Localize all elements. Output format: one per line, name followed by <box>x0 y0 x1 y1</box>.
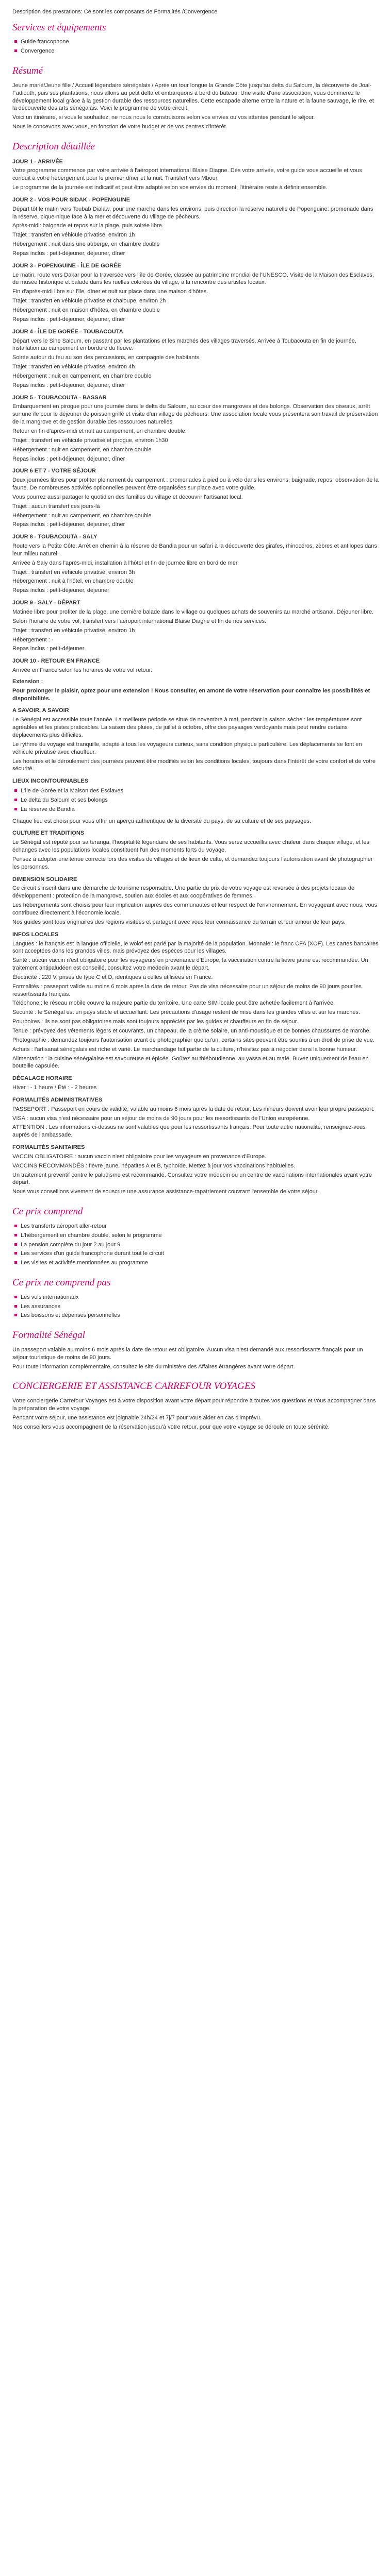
day-text: Arrivée en France selon les horaires de votre vol retour. <box>12 667 152 674</box>
services-list <box>12 38 379 55</box>
formalities-text: Un passeport valable au moins 6 mois après la date de retour est obligatoire. Aucun visa n'est demandé aux ressortissants français pour un séjour touristique de moins de 90 jours. <box>12 1346 363 1361</box>
info-text: VACCIN OBLIGATOIRE : aucun vaccin n'est obligatoire pour les voyageurs en provenance d'Europe. <box>12 1153 267 1160</box>
concierge-title: CONCIERGERIE ET ASSISTANCE CARREFOUR VOYAGES <box>12 1381 255 1392</box>
day-text: Fin d'après-midi libre sur l'île, dîner et nuit sur place dans une maison d'hôtes. <box>12 289 208 295</box>
services-title: Services et équipements <box>12 22 106 33</box>
info-text: Pourboires : ils ne sont pas obligatoires mais sont toujours appréciés par les guides et chauffeurs en fin de séjour. <box>12 1019 298 1025</box>
day-title: JOUR 5 - TOUBACOUTA - BASSAR <box>12 394 107 401</box>
info-text: PASSEPORT : Passeport en cours de validité, valable au moins 6 mois après la date de retour. Les mineurs doivent avoir leur propre passeport. <box>12 1106 374 1112</box>
resume-title: Résumé <box>12 65 43 77</box>
info-heading: DÉCALAGE HORAIRE <box>12 1075 72 1082</box>
intro-text: Description des prestations: Ce sont les composants de Formalités /Convergence <box>12 9 218 15</box>
info-heading: FORMALITÉS ADMINISTRATIVES <box>12 1096 103 1103</box>
day-hebergement: Hébergement : nuit au campement, en chambre double <box>12 512 152 519</box>
info-heading: LIEUX INCONTOURNABLES <box>12 778 89 785</box>
day-hebergement: Hébergement : nuit en campement, en chambre double <box>12 372 152 379</box>
day-repas: Repas inclus : petit-déjeuner, déjeuner, dîner <box>12 521 125 528</box>
info-text: Sécurité : le Sénégal est un pays stable et accueillant. Les précautions d'usage restent de mise dans les grandes villes et sur les marchés. <box>12 1009 361 1016</box>
day-repas: Repas inclus : petit-déjeuner, déjeuner <box>12 587 109 594</box>
info-text: Nous vous conseillons vivement de souscrire une assurance assistance-rapatriement couvrant l'ensemble de votre séjour. <box>12 1189 319 1195</box>
info-heading: CULTURE ET TRADITIONS <box>12 830 85 837</box>
info-text: Le Sénégal est réputé pour sa teranga, l'hospitalité légendaire de ses habitants. Vous serez accueillis avec chaleur dans chaque village, et les échanges avec les populations locales constituent l'un des moments forts du voyage. <box>12 839 369 854</box>
day-hebergement: Hébergement : - <box>12 636 54 643</box>
day-title: JOUR 2 - VOS POUR SIDAK - POPENGUINE <box>12 196 130 203</box>
info-text: Le Sénégal est accessible toute l'année. La meilleure période se situe de novembre à mai, pendant la saison sèche : les températures sont agréables et les pistes praticables. La saison des pluies, de juillet à octobre, offre des paysages verdoyants mais peut rendre certains déplacements plus difficiles. <box>12 717 362 738</box>
services-item: Guide francophone <box>12 38 379 46</box>
places-list <box>12 787 379 814</box>
day-text: Deux journées libres pour profiter pleinement du campement : promenades à pied ou à vélo dans les environs, baignade, repos, observation de la faune. De nombreuses activités optionnelles peuvent être organisées sur place avec votre guide. <box>12 477 379 492</box>
info-text: Photographie : demandez toujours l'autorisation avant de photographier quelqu'un, certains sites peuvent être soumis à un droit de prise de vue. <box>12 1037 374 1043</box>
info-text: Pensez à adopter une tenue correcte lors des visites de villages et de lieux de culte, et demandez toujours l'autorisation avant de photographier les personnes. <box>12 856 373 870</box>
info-heading: FORMALITÉS SANITAIRES <box>12 1144 85 1151</box>
info-text: Les horaires et le déroulement des journées peuvent être modifiés selon les conditions locales, toujours dans l'intérêt de votre confort et de votre sécurité. <box>12 758 376 772</box>
places-item: L'île de Gorée et la Maison des Esclaves <box>12 787 379 795</box>
formalities-title: Formalité Sénégal <box>12 1330 85 1341</box>
day-hebergement: Hébergement : nuit en campement, en chambre double <box>12 446 152 453</box>
description-title: Description détaillée <box>12 141 95 152</box>
info-text: VACCINS RECOMMANDÉS : fièvre jaune, hépatites A et B, typhoïde. Mettez à jour vos vaccinations habituelles. <box>12 1162 296 1169</box>
extension-label: Extension : <box>12 678 43 685</box>
concierge-text: Votre conciergerie Carrefour Voyages est à votre disposition avant votre départ pour répondre à toutes vos questions et vous accompagner dans la préparation de votre voyage. <box>12 1398 376 1412</box>
day-repas: Repas inclus : petit-déjeuner <box>12 646 85 652</box>
resume-paragraph: Jeune marié/Jeune fille / Accueil légendaire sénégalais / Après un tour longue la Grande Côte jusqu'au delta du Saloum, la découverte de Joal-Fadiouth, puis ses plantations, nous allons au petit delta et embarquons à bord du bateau. Une visite d'une association, vous dominerez le développement local grâce à la gestion durable des ressources naturelles. Cette escapade alterne entre la nature et la faune sauvage, le rire, et la découverte des arts sénégalais. Voici le programme de votre circuit. <box>12 82 374 112</box>
excluded-item: Les assurances <box>12 1303 379 1311</box>
day-text: Après-midi: baignade et repos sur la plage, puis soirée libre. <box>12 223 164 229</box>
day-title: JOUR 9 - SALY - DÉPART <box>12 600 80 606</box>
info-text: Téléphone : le réseau mobile couvre la majeure partie du territoire. Une carte SIM locale peut être achetée facilement à l'arrivée. <box>12 1000 335 1007</box>
included-item: La pension complète du jour 2 au jour 9 <box>12 1241 379 1249</box>
day-text: Départ vers le Sine Saloum, en passant par les plantations et les marchés des villages traversés. Arrivée à Toubacouta en fin de journée, installation au campement en bordure du fleuve. <box>12 337 356 352</box>
day-trajet: Trajet : transfert en véhicule privatisé et chaloupe, environ 2h <box>12 298 166 304</box>
included-title: Ce prix comprend <box>12 1206 83 1217</box>
info-text: Les hébergements sont choisis pour leur implication auprès des communautés et leur respect de l'environnement. En voyageant avec nous, vous contribuez directement à l'économie locale. <box>12 902 378 917</box>
info-text: Formalités : passeport valide au moins 6 mois après la date de retour. Pas de visa nécessaire pour un séjour de moins de 90 jours pour les ressortissants français. <box>12 983 362 997</box>
extension-text: Pour prolonger le plaisir, optez pour une extension ! Nous consulter, en amont de votre réservation pour connaître les possibilités et disponibilités. <box>12 687 370 702</box>
day-title: JOUR 1 - ARRIVÉE <box>12 158 63 165</box>
info-heading: INFOS LOCALES <box>12 931 59 938</box>
day-hebergement: Hébergement : nuit à l'hôtel, en chambre double <box>12 578 134 585</box>
info-text: Achats : l'artisanat sénégalais est riche et varié. Le marchandage fait partie de la culture, n'hésitez pas à négocier dans la bonne humeur. <box>12 1046 357 1053</box>
day-text: Vous pourrez aussi partager le quotidien des familles du village et découvrir l'artisanat local. <box>12 494 243 500</box>
excluded-item: Les boissons et dépenses personnelles <box>12 1312 379 1319</box>
included-item: Les services d'un guide francophone durant tout le circuit <box>12 1250 379 1258</box>
places-item: Le delta du Saloum et ses bolongs <box>12 796 379 804</box>
day-repas: Repas inclus : petit-déjeuner, déjeuner, dîner <box>12 316 125 323</box>
info-text: Alimentation : la cuisine sénégalaise est savoureuse et épicée. Goûtez au thiéboudienne, au yassa et au mafé. Buvez uniquement de l'eau en bouteille capsulée. <box>12 1055 369 1070</box>
day-title: JOUR 10 - RETOUR EN FRANCE <box>12 658 100 665</box>
resume-paragraph: Voici un itinéraire, si vous le souhaitez, ne nous nous le construisons selon vos envies ou vos attentes pendant le séjour. <box>12 114 315 121</box>
day-text: Le programme de la journée est indicatif et peut être adapté selon vos envies du moment, l'itinéraire reste à définir ensemble. <box>12 184 328 191</box>
day-trajet: Trajet : transfert en véhicule privatisé et pirogue, environ 1h30 <box>12 437 168 444</box>
info-heading: DIMENSION SOLIDAIRE <box>12 876 77 883</box>
excluded-item: Les vols internationaux <box>12 1294 379 1301</box>
info-text: VISA : aucun visa n'est nécessaire pour un séjour de moins de 90 jours pour les ressortissants de l'Union européenne. <box>12 1115 310 1122</box>
day-trajet: Trajet : transfert en véhicule privatisé, environ 1h <box>12 627 135 634</box>
day-text: Le matin, route vers Dakar pour la traversée vers l'île de Gorée, classée au patrimoine mondial de l'UNESCO. Visite de la Maison des Esclaves, du musée historique et balade dans les ruelles colorées du village, à la rencontre des artistes locaux. <box>12 272 374 286</box>
day-text: Retour en fin d'après-midi et nuit au campement, en chambre double. <box>12 428 187 434</box>
info-text: Chaque lieu est choisi pour vous offrir un aperçu authentique de la diversité du pays, de sa culture et de ses paysages. <box>12 818 311 824</box>
info-text: ATTENTION : Les informations ci-dessus ne sont valables que pour les ressortissants français. Pour toute autre nationalité, renseignez-vous auprès de l'ambassade. <box>12 1124 366 1139</box>
info-text: Électricité : 220 V, prises de type C et D, identiques à celles utilisées en France. <box>12 974 213 980</box>
day-text: Arrivée à Saly dans l'après-midi, installation à l'hôtel et fin de journée libre en bord de mer. <box>12 560 239 566</box>
day-repas: Repas inclus : petit-déjeuner, déjeuner, dîner <box>12 455 125 462</box>
day-text: Matinée libre pour profiter de la plage, une dernière balade dans le village ou quelques achats de souvenirs au marché artisanal. Déjeuner libre. <box>12 609 374 616</box>
day-trajet: Trajet : transfert en véhicule privatisé, environ 4h <box>12 364 135 370</box>
day-trajet: Trajet : transfert en véhicule privatisé, environ 1h <box>12 232 135 239</box>
info-text: Ce circuit s'inscrit dans une démarche de tourisme responsable. Une partie du prix de votre voyage est reversée à des projets locaux de développement : protection de la mangrove, soutien aux écoles et aux coopératives de femmes. <box>12 885 355 900</box>
excluded-title: Ce prix ne comprend pas <box>12 1277 111 1289</box>
day-text: Soirée autour du feu au son des percussions, en compagnie des habitants. <box>12 354 201 361</box>
services-item: Convergence <box>12 47 379 55</box>
included-list <box>12 1223 379 1267</box>
info-text: Langues : le français est la langue officielle, le wolof est parlé par la majorité de la population. Monnaie : le franc CFA (XOF). Les cartes bancaires sont acceptées dans les grandes villes, mais prévoyez des espèces pour les villages. <box>12 940 379 955</box>
day-title: JOUR 8 - TOUBACOUTA - SALY <box>12 534 97 540</box>
day-text: Votre programme commence par votre arrivée à l'aéroport international Blaise Diagne. Dès votre arrivée, votre guide vous accueille et vous conduit à votre hébergement pour le premier dîner et la nuit. Transfert vers Mbour. <box>12 167 362 182</box>
places-item: La réserve de Bandia <box>12 806 379 814</box>
day-text: Départ tôt le matin vers Toubab Dialaw, pour une marche dans les environs, puis direction la réserve naturelle de Popenguine: promenade dans la réserve, pique-nique face à la mer et découverte du village de pêcheurs. <box>12 206 373 220</box>
day-text: Route vers la Petite Côte. Arrêt en chemin à la réserve de Bandia pour un safari à la découverte des girafes, rhinocéros, zèbres et antilopes dans leur milieu naturel. <box>12 543 377 557</box>
day-repas: Repas inclus : petit-déjeuner, déjeuner, dîner <box>12 250 125 257</box>
included-item: L'hébergement en chambre double, selon le programme <box>12 1232 379 1240</box>
formalities-text: Pour toute information complémentaire, consultez le site du ministère des Affaires étrangères avant votre départ. <box>12 1363 295 1370</box>
concierge-text: Nos conseillers vous accompagnent de la réservation jusqu'à votre retour, pour que votre voyage se déroule en toute sérénité. <box>12 1423 330 1430</box>
concierge-text: Pendant votre séjour, une assistance est joignable 24h/24 et 7j/7 pour vous aider en cas d'imprévu. <box>12 1414 262 1421</box>
info-text: Nos guides sont tous originaires des régions visitées et partagent avec vous leur connaissance du terrain et leur amour de leur pays. <box>12 919 346 925</box>
day-repas: Repas inclus : petit-déjeuner, déjeuner, dîner <box>12 382 125 388</box>
resume-paragraph: Nous le concevons avec vous, en fonction de votre budget et de vos centres d'intérêt. <box>12 124 227 130</box>
info-text: Le rythme du voyage est tranquille, adapté à tous les voyageurs curieux, sans condition physique particulière. Les déplacements se font en véhicule privatisé avec chauffeur. <box>12 741 362 755</box>
included-item: Les visites et activités mentionnées au programme <box>12 1259 379 1267</box>
day-text: Embarquement en pirogue pour une journée dans le delta du Saloum, au cœur des mangroves et des bolongs. Observation des oiseaux, arrêt sur une île pour le déjeuner de poisson grillé et visite d'un village de pêcheurs. Une association locale vous présentera son travail de préservation de la mangrove et de gestion durable des ressources naturelles. <box>12 403 378 426</box>
info-heading: A SAVOIR, A SAVOIR <box>12 707 69 714</box>
day-hebergement: Hébergement : nuit en maison d'hôtes, en chambre double <box>12 307 160 314</box>
day-title: JOUR 4 - ÎLE DE GORÉE - TOUBACOUTA <box>12 328 123 335</box>
day-trajet: Trajet : transfert en véhicule privatisé, environ 3h <box>12 569 135 575</box>
day-hebergement: Hébergement : nuit dans une auberge, en chambre double <box>12 241 160 248</box>
day-text: Selon l'horaire de votre vol, transfert vers l'aéroport international Blaise Diagne et fin de nos services. <box>12 618 267 624</box>
info-text: Santé : aucun vaccin n'est obligatoire pour les voyageurs en provenance d'Europe, la vaccination contre la fièvre jaune est recommandée. Un traitement antipaludéen est conseillé, consultez votre médecin avant le départ. <box>12 957 368 972</box>
day-title: JOUR 6 ET 7 - VOTRE SÉJOUR <box>12 468 96 474</box>
excluded-list <box>12 1294 379 1320</box>
day-title: JOUR 3 - POPENGUINE - ÎLE DE GORÉE <box>12 262 121 269</box>
day-trajet: Trajet : aucun transfert ces jours-là <box>12 503 100 510</box>
info-text: Tenue : prévoyez des vêtements légers et couvrants, un chapeau, de la crème solaire, un anti-moustique et de bonnes chaussures de marche. <box>12 1027 371 1034</box>
info-text: Hiver : - 1 heure / Été : - 2 heures <box>12 1084 97 1091</box>
info-text: Un traitement préventif contre le paludisme est recommandé. Consultez votre médecin ou un centre de vaccinations internationales avant votre départ. <box>12 1172 372 1186</box>
included-item: Les transferts aéroport aller-retour <box>12 1223 379 1230</box>
